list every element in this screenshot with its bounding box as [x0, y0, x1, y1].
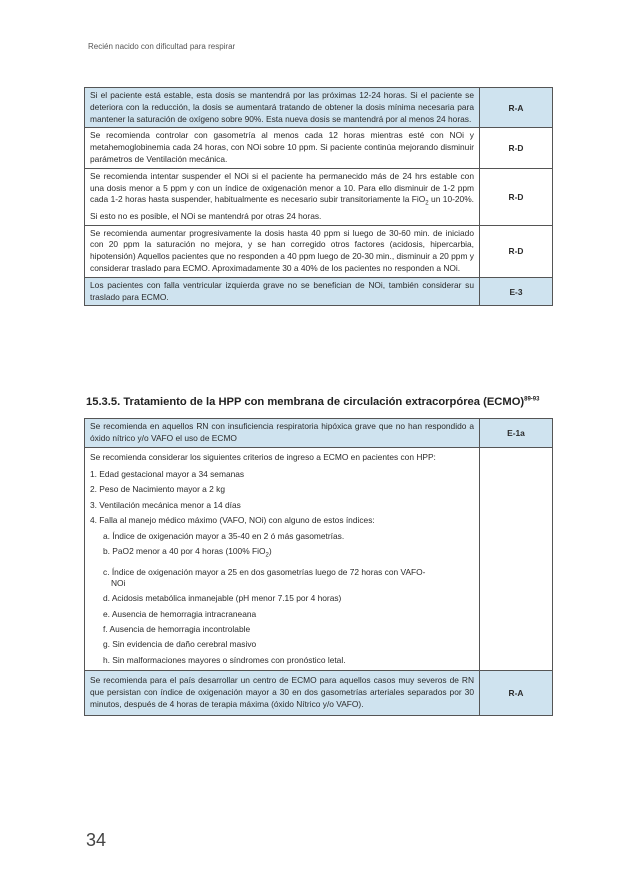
table-row — [85, 419, 552, 448]
evidence-level-empty — [480, 448, 552, 671]
recommendations-table-2 — [84, 418, 553, 716]
evidence-level: R-D — [508, 246, 524, 257]
list-item: 1. Edad gestacional mayor a 34 semanas — [90, 469, 245, 479]
text-part: un 10-20%. Si esto no es posible, el NOi se mantendrá por otras 24 horas. — [90, 194, 474, 221]
recommendation-text: Si el paciente está estable, esta dosis se mantendrá por las próximas 12-24 horas. Si el paciente se deteriora con la reducción, la dosis se aumentará tratando de obtener la dosis mínima necesaria para mantener la saturación de oxígeno sobre 90%. Esta nueva dosis se mantendrá por al menos 24 horas. — [85, 88, 480, 127]
list-item — [90, 544, 474, 564]
subscript: 2 — [265, 552, 269, 559]
evidence-level: E-1a — [507, 427, 525, 438]
text-part: Se recomienda intentar suspender el NOi si el paciente ha permanecido más de 24 hrs estable con una dosis menor a 5 ppm y con un índice de oxigenación menor a 10. Para ello disminuir de 1-2 ppm cada 1-2 horas hasta suspender, habitualmente es necesario subir transitoriamente la FiO — [90, 170, 474, 205]
page-number: 34 — [86, 830, 107, 850]
table-row — [85, 671, 552, 714]
table-row — [85, 169, 552, 226]
list-item: e. Ausencia de hemorragia intracraneana — [103, 608, 257, 619]
running-header: Recién nacido con dificultad para respirar — [88, 42, 236, 51]
evidence-level: R-A — [508, 102, 524, 113]
recommendation-text: Se recomienda aumentar progresivamente la dosis hasta 40 ppm si luego de 30-60 min. de iniciado con 20 ppm la saturación no mejora, y se han corregido otros factores (acidosis, hipercarbia, hipotensión) Aquellos pacientes que no responden a 40 ppm luego de 20-30 min., disminuir a 20 ppm y considerar traslado para ECMO. Aproximadamente 30 a 40% de los pacientes no responden a NOi. — [85, 226, 480, 277]
list-item: NOi — [111, 578, 126, 589]
list-item: d. Acidosis metabólica inmanejable (pH menor 7.15 por 4 horas) — [103, 593, 342, 604]
list-item: g. Sin evidencia de daño cerebral masivo — [103, 639, 257, 650]
recommendation-text: Los pacientes con falla ventricular izquierda grave no se benefician de NOi, también considerar su traslado para ECMO. — [85, 278, 480, 306]
text-part: ) — [268, 546, 272, 557]
text-part: b. PaO2 menor a 40 por 4 horas (100% FiO — [103, 546, 266, 557]
evidence-level: R-A — [508, 687, 524, 698]
section-refs: 89-93 — [524, 396, 540, 403]
table-row — [85, 88, 552, 128]
section-title-text: 15.3.5. Tratamiento de la HPP con membrana de circulación extracorpórea (ECMO) — [86, 396, 525, 408]
list-item: 3. Ventilación mecánica menor a 14 días — [90, 499, 241, 510]
list-item: f. Ausencia de hemorragia incontrolable — [103, 623, 251, 634]
evidence-level: R-D — [508, 191, 524, 202]
section-title — [86, 396, 539, 408]
evidence-level: E-3 — [509, 286, 523, 297]
table-row — [85, 448, 552, 672]
list-item: 2. Peso de Nacimiento mayor a 2 kg — [90, 484, 225, 495]
recommendation-text: Se recomienda controlar con gasometría al menos cada 12 horas mientras esté con NOi y metahemoglobinemia cada 24 horas, con NOi sobre 10 ppm. Si paciente continúa mejorando disminuir parámetros de Ventilación mecánica. — [85, 128, 480, 167]
criteria-intro: Se recomienda considerar los siguientes criterios de ingreso a ECMO en pacientes con HPP: — [90, 451, 436, 462]
table-row — [85, 226, 552, 278]
recommendations-table-1 — [84, 87, 553, 306]
list-item: h. Sin malformaciones mayores o síndromes con pronóstico letal. — [103, 654, 346, 665]
list-item: a. Índice de oxigenación mayor a 35-40 en 2 ó más gasometrías. — [103, 530, 345, 541]
recommendation-text: Se recomienda en aquellos RN con insuficiencia respiratoria hipóxica grave que no han respondido a óxido nítrico y/o VAFO el uso de ECMO — [85, 419, 480, 447]
criteria-list — [85, 448, 480, 671]
recommendation-text — [85, 169, 480, 225]
table-row — [85, 278, 552, 306]
subscript: 2 — [425, 201, 429, 208]
list-item: 4. Falla al manejo médico máximo (VAFO, NOi) con alguno de estos índices: — [90, 515, 375, 526]
evidence-level: R-D — [508, 143, 524, 154]
table-row — [85, 128, 552, 168]
recommendation-text: Se recomienda para el país desarrollar un centro de ECMO para aquellos casos muy severos de RN que persistan con índice de oxigenación mayor a 30 en dos gasometrías arteriales separados por 30 minutos, después de 4 horas de terapia máxima (óxido Nítrico y/o VAFO). — [85, 671, 480, 714]
list-item: c. Índice de oxigenación mayor a 25 en dos gasometrías luego de 72 horas con VAFO- — [103, 567, 426, 578]
